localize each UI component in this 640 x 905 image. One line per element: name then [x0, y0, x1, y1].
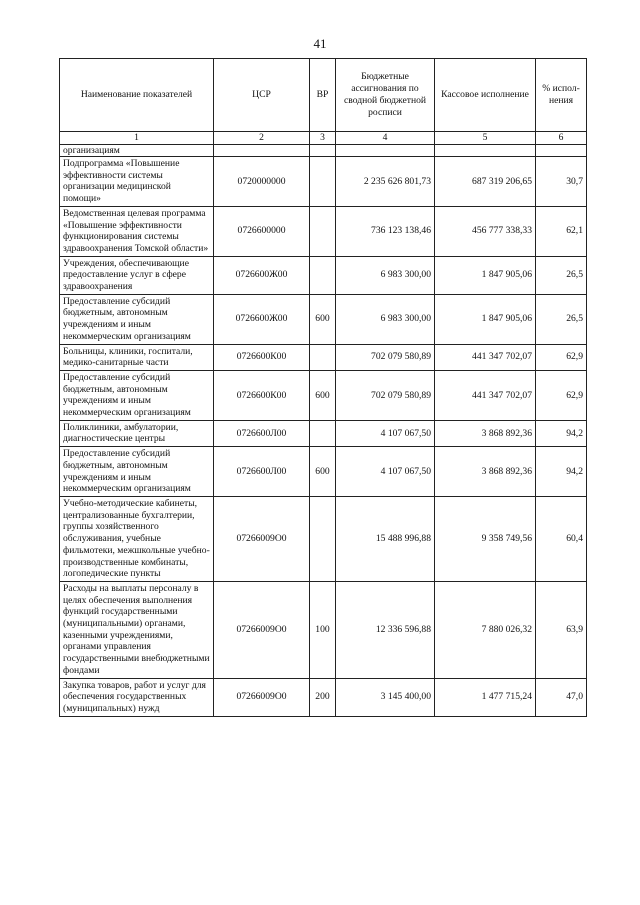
row-percent: 60,4 — [536, 496, 587, 581]
row-vr — [310, 420, 336, 446]
row-vr — [310, 344, 336, 370]
column-number: 1 — [60, 132, 214, 145]
row-percent: 94,2 — [536, 447, 587, 497]
table-row — [60, 581, 587, 678]
row-name: Расходы на выплаты персоналу в целях обеспечения выполнения функций государственными (муниципальными) органами, казенными учреждениями, органами управления государственными внебюджетными фондами — [60, 581, 214, 678]
header-execution: Кассовое исполнение — [435, 59, 536, 132]
row-allocations: 6 983 300,00 — [336, 294, 435, 344]
row-name: Предоставление субсидий бюджетным, автономным учреждениям и иным некоммерческим организациям — [60, 370, 214, 420]
row-allocations: 736 123 138,46 — [336, 206, 435, 256]
row-csr: 0726600К00 — [214, 344, 310, 370]
row-percent: 47,0 — [536, 678, 587, 716]
column-numbers-row — [60, 132, 587, 145]
row-name: организациям — [60, 145, 214, 157]
table-row — [60, 496, 587, 581]
row-percent: 26,5 — [536, 256, 587, 294]
row-name: Подпрограмма «Повышение эффективности системы организации медицинской помощи» — [60, 157, 214, 207]
row-allocations: 4 107 067,50 — [336, 447, 435, 497]
row-allocations: 6 983 300,00 — [336, 256, 435, 294]
row-execution: 3 868 892,36 — [435, 420, 536, 446]
row-execution: 441 347 702,07 — [435, 370, 536, 420]
column-number: 3 — [310, 132, 336, 145]
row-percent: 30,7 — [536, 157, 587, 207]
header-csr: ЦСР — [214, 59, 310, 132]
table-row — [60, 294, 587, 344]
header-allocations: Бюджетные ассигнования по сводной бюджетной росписи — [336, 59, 435, 132]
row-execution: 9 358 749,56 — [435, 496, 536, 581]
row-name: Поликлиники, амбулатории, диагностические центры — [60, 420, 214, 446]
row-allocations: 702 079 580,89 — [336, 370, 435, 420]
row-allocations: 702 079 580,89 — [336, 344, 435, 370]
row-percent: 26,5 — [536, 294, 587, 344]
header-name: Наименование показателей — [60, 59, 214, 132]
row-execution: 1 847 905,06 — [435, 294, 536, 344]
row-execution: 687 319 206,65 — [435, 157, 536, 207]
row-vr — [310, 145, 336, 157]
row-csr: 07266009О0 — [214, 678, 310, 716]
row-percent: 62,9 — [536, 370, 587, 420]
table-row — [60, 206, 587, 256]
table-row — [60, 447, 587, 497]
row-name: Ведомственная целевая программа «Повышение эффективности функционирования системы здравоохранения Томской области» — [60, 206, 214, 256]
row-execution: 3 868 892,36 — [435, 447, 536, 497]
row-csr: 0726600Л00 — [214, 420, 310, 446]
row-vr — [310, 157, 336, 207]
row-execution: 1 477 715,24 — [435, 678, 536, 716]
header-vr: ВР — [310, 59, 336, 132]
row-csr: 0726600К00 — [214, 370, 310, 420]
column-number: 2 — [214, 132, 310, 145]
row-csr: 0726600Ж00 — [214, 294, 310, 344]
row-name: Учебно-методические кабинеты, централизованные бухгалтерии, группы хозяйственного обслуживания, учебные фильмотеки, межшкольные учебно-производственные комбинаты, логопедические пункты — [60, 496, 214, 581]
row-execution: 7 880 026,32 — [435, 581, 536, 678]
row-vr: 100 — [310, 581, 336, 678]
row-execution: 456 777 338,33 — [435, 206, 536, 256]
row-vr: 600 — [310, 294, 336, 344]
table-row — [60, 370, 587, 420]
row-percent: 94,2 — [536, 420, 587, 446]
table-row — [60, 678, 587, 716]
row-allocations: 12 336 596,88 — [336, 581, 435, 678]
row-execution — [435, 145, 536, 157]
budget-execution-table — [59, 58, 587, 717]
table-row — [60, 256, 587, 294]
table-row — [60, 420, 587, 446]
row-vr — [310, 206, 336, 256]
row-csr: 07266009О0 — [214, 496, 310, 581]
row-name: Закупка товаров, работ и услуг для обеспечения государственных (муниципальных) нужд — [60, 678, 214, 716]
row-vr: 600 — [310, 447, 336, 497]
row-percent: 62,1 — [536, 206, 587, 256]
page-number: 41 — [313, 36, 327, 51]
row-allocations: 2 235 626 801,73 — [336, 157, 435, 207]
row-vr — [310, 496, 336, 581]
row-csr: 0720000000 — [214, 157, 310, 207]
header-percent: % испол-нения — [536, 59, 587, 132]
table-row — [60, 145, 587, 157]
table-header-row — [60, 59, 587, 132]
row-allocations — [336, 145, 435, 157]
row-allocations: 4 107 067,50 — [336, 420, 435, 446]
row-csr: 07266009О0 — [214, 581, 310, 678]
row-execution: 441 347 702,07 — [435, 344, 536, 370]
row-name: Учреждения, обеспечивающие предоставление услуг в сфере здравоохранения — [60, 256, 214, 294]
table-row — [60, 344, 587, 370]
row-name: Предоставление субсидий бюджетным, автономным учреждениям и иным некоммерческим организациям — [60, 294, 214, 344]
column-number: 5 — [435, 132, 536, 145]
row-vr: 200 — [310, 678, 336, 716]
column-number: 6 — [536, 132, 587, 145]
row-csr: 0726600000 — [214, 206, 310, 256]
row-execution: 1 847 905,06 — [435, 256, 536, 294]
column-number: 4 — [336, 132, 435, 145]
row-name: Предоставление субсидий бюджетным, автономным учреждениям и иным некоммерческим организациям — [60, 447, 214, 497]
row-percent: 62,9 — [536, 344, 587, 370]
row-allocations: 15 488 996,88 — [336, 496, 435, 581]
row-csr: 0726600Ж00 — [214, 256, 310, 294]
row-name: Больницы, клиники, госпитали, медико-санитарные части — [60, 344, 214, 370]
row-allocations: 3 145 400,00 — [336, 678, 435, 716]
row-percent — [536, 145, 587, 157]
row-csr: 0726600Л00 — [214, 447, 310, 497]
table-row — [60, 157, 587, 207]
row-percent: 63,9 — [536, 581, 587, 678]
row-csr — [214, 145, 310, 157]
row-vr: 600 — [310, 370, 336, 420]
row-vr — [310, 256, 336, 294]
